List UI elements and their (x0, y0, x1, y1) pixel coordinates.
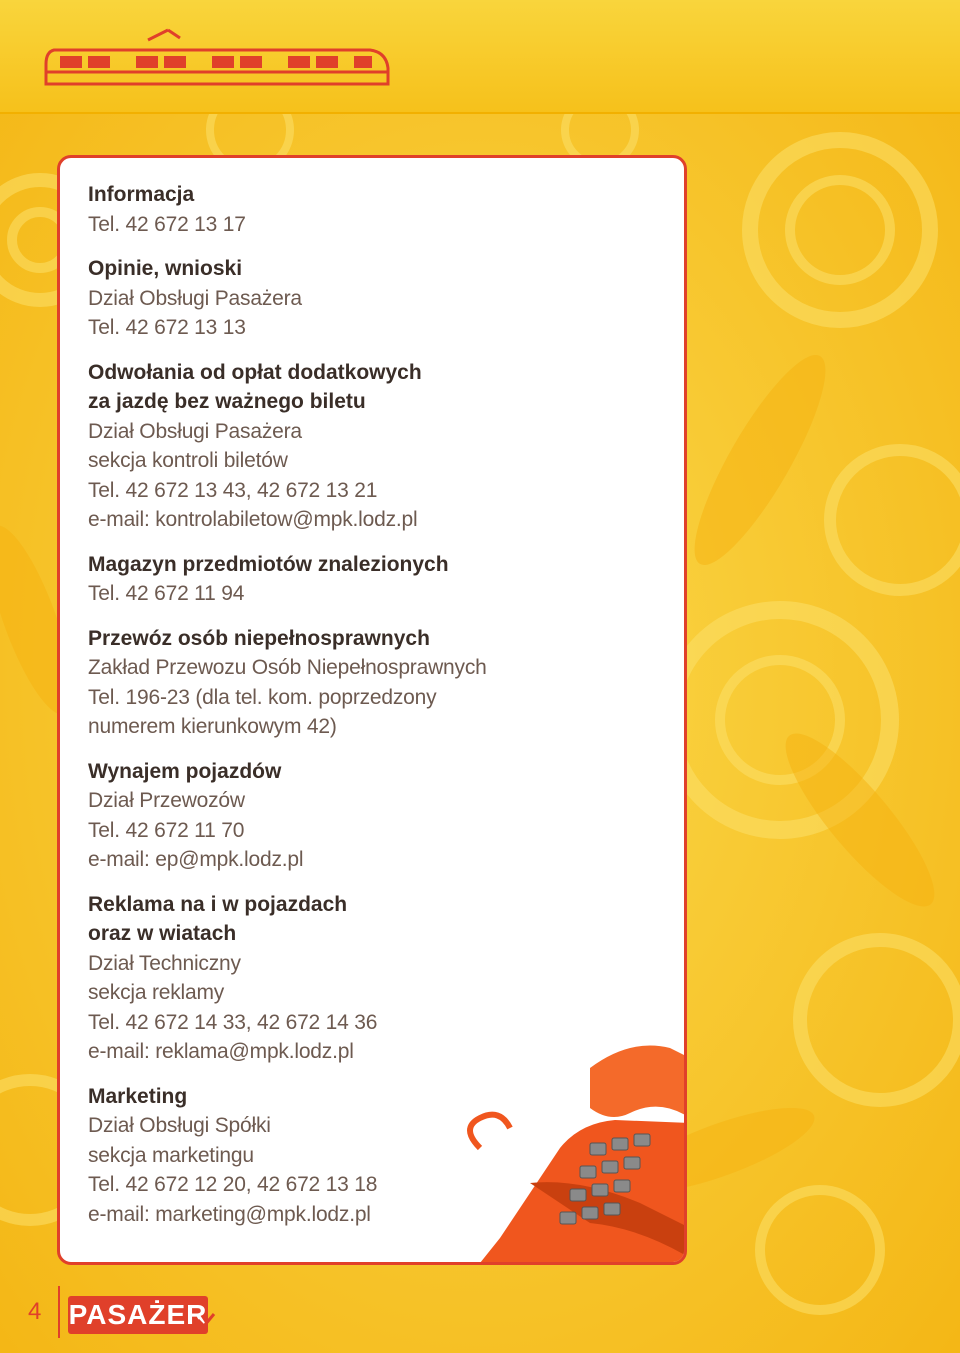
section-title: Magazyn przedmiotów znalezionych (88, 552, 449, 576)
section-title: Reklama na i w pojazdach (88, 892, 348, 916)
contact-list (88, 180, 648, 1244)
section-title: Informacja (88, 183, 195, 206)
section-title: Marketing (88, 1084, 188, 1108)
section-line: Zakład Przewozu Osób Niepełnosprawnych (88, 656, 487, 679)
section-line: Tel. 42 672 13 13 (88, 316, 246, 339)
section-line: sekcja marketingu (88, 1143, 254, 1167)
section-line: Tel. 42 672 12 20, 42 672 13 18 (88, 1173, 378, 1196)
tram-icon (40, 28, 390, 90)
section-line: Dział Obsługi Pasażera (88, 419, 302, 443)
section-line: sekcja reklamy (88, 981, 225, 1004)
email-link[interactable]: e-mail: reklama@mpk.lodz.pl (88, 1040, 354, 1063)
section-magazyn (88, 550, 648, 609)
section-line: Tel. 42 672 11 94 (88, 582, 245, 605)
section-title: Opinie, wnioski (88, 257, 243, 280)
section-opinie-wnioski (88, 254, 648, 343)
section-title: Przewóz osób niepełnosprawnych (88, 626, 430, 650)
page-number: 4 (28, 1298, 42, 1325)
contact-card (57, 155, 687, 1265)
section-line: Tel. 42 672 13 17 (88, 212, 246, 236)
section-line: Tel. 42 672 11 70 (88, 818, 245, 842)
section-title: oraz w wiatach (88, 922, 237, 945)
section-line: numerem kierunkowym 42) (88, 715, 337, 738)
section-line: Dział Obsługi Spółki (88, 1114, 271, 1137)
section-odwolania (88, 358, 648, 535)
section-line: Tel. 42 672 14 33, 42 672 14 36 (88, 1010, 378, 1034)
section-line: Dział Obsługi Pasażera (88, 286, 302, 310)
ticket-mark-icon (196, 1310, 216, 1330)
email-link[interactable]: e-mail: kontrolabiletow@mpk.lodz.pl (88, 508, 418, 531)
email-link[interactable]: e-mail: marketing@mpk.lodz.pl (88, 1202, 371, 1226)
pasazer-logo: PASAŻER (68, 1296, 208, 1334)
section-title: Odwołania od opłat dodatkowych (88, 360, 422, 384)
section-przewoz-niepelnosprawnych (88, 624, 648, 742)
section-title: Wynajem pojazdów (88, 759, 282, 783)
email-link[interactable]: e-mail: ep@mpk.lodz.pl (88, 848, 304, 871)
section-line: Tel. 196-23 (dla tel. kom. poprzedzony (88, 685, 437, 709)
section-wynajem-pojazdow (88, 757, 648, 875)
section-title: za jazdę bez ważnego biletu (88, 390, 366, 413)
header-band (0, 0, 960, 114)
section-line: Dział Przewozów (88, 789, 245, 812)
footer-divider (58, 1286, 60, 1338)
section-line: Tel. 42 672 13 43, 42 672 13 21 (88, 478, 378, 502)
section-line: Dział Techniczny (88, 951, 241, 975)
section-reklama (88, 890, 648, 1067)
section-informacja (88, 180, 648, 239)
section-marketing (88, 1082, 648, 1230)
section-line: sekcja kontroli biletów (88, 449, 288, 472)
